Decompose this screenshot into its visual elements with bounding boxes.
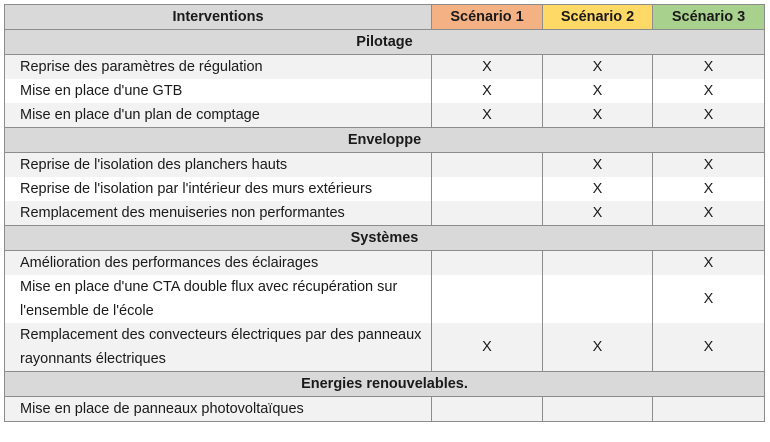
scenario-3-mark: X bbox=[653, 55, 765, 80]
header-scenario-1: Scénario 1 bbox=[432, 5, 543, 30]
header-row bbox=[5, 5, 765, 30]
scenario-2-mark: X bbox=[543, 153, 653, 178]
section-title: Enveloppe bbox=[5, 128, 765, 153]
scenario-2-mark bbox=[543, 397, 653, 422]
section-title: Energies renouvelables. bbox=[5, 372, 765, 397]
table-row bbox=[5, 55, 765, 80]
scenario-2-mark: X bbox=[543, 79, 653, 103]
section-title: Pilotage bbox=[5, 30, 765, 55]
section-row-enveloppe bbox=[5, 128, 765, 153]
scenario-3-mark bbox=[653, 397, 765, 422]
section-row-pilotage bbox=[5, 30, 765, 55]
scenario-2-mark: X bbox=[543, 323, 653, 372]
intervention-label: Mise en place d'une CTA double flux avec récupération sur l'ensemble de l'école bbox=[5, 275, 432, 323]
table-row bbox=[5, 397, 765, 422]
scenario-3-mark: X bbox=[653, 79, 765, 103]
scenario-3-mark: X bbox=[653, 275, 765, 323]
intervention-label: Mise en place d'une GTB bbox=[5, 79, 432, 103]
scenario-3-mark: X bbox=[653, 153, 765, 178]
scenario-1-mark: X bbox=[432, 103, 543, 128]
table-row bbox=[5, 251, 765, 276]
scenario-2-mark: X bbox=[543, 103, 653, 128]
header-scenario-3: Scénario 3 bbox=[653, 5, 765, 30]
section-row-systemes bbox=[5, 226, 765, 251]
scenario-3-mark: X bbox=[653, 323, 765, 372]
scenario-2-mark: X bbox=[543, 55, 653, 80]
scenario-3-mark: X bbox=[653, 251, 765, 276]
scenario-1-mark: X bbox=[432, 323, 543, 372]
scenario-3-mark: X bbox=[653, 201, 765, 226]
table-row bbox=[5, 103, 765, 128]
section-row-energies-renouvelables bbox=[5, 372, 765, 397]
intervention-label: Mise en place d'un plan de comptage bbox=[5, 103, 432, 128]
header-scenario-2: Scénario 2 bbox=[543, 5, 653, 30]
table-row bbox=[5, 153, 765, 178]
scenario-2-mark: X bbox=[543, 201, 653, 226]
intervention-label: Remplacement des menuiseries non performantes bbox=[5, 201, 432, 226]
scenario-3-mark: X bbox=[653, 177, 765, 201]
scenario-1-mark bbox=[432, 397, 543, 422]
table-row bbox=[5, 201, 765, 226]
scenario-1-mark bbox=[432, 201, 543, 226]
scenario-2-mark bbox=[543, 275, 653, 323]
table-row bbox=[5, 275, 765, 323]
intervention-label: Mise en place de panneaux photovoltaïques bbox=[5, 397, 432, 422]
intervention-label: Reprise de l'isolation des planchers hauts bbox=[5, 153, 432, 178]
scenario-1-mark: X bbox=[432, 79, 543, 103]
scenario-1-mark bbox=[432, 275, 543, 323]
scenario-1-mark: X bbox=[432, 55, 543, 80]
scenario-1-mark bbox=[432, 153, 543, 178]
table-row bbox=[5, 323, 765, 372]
scenario-2-mark bbox=[543, 251, 653, 276]
table-row bbox=[5, 177, 765, 201]
section-title: Systèmes bbox=[5, 226, 765, 251]
interventions-table bbox=[4, 4, 765, 422]
intervention-label: Amélioration des performances des éclairages bbox=[5, 251, 432, 276]
intervention-label: Remplacement des convecteurs électriques par des panneaux rayonnants électriques bbox=[5, 323, 432, 372]
header-interventions: Interventions bbox=[5, 5, 432, 30]
scenario-1-mark bbox=[432, 251, 543, 276]
scenario-2-mark: X bbox=[543, 177, 653, 201]
scenario-1-mark bbox=[432, 177, 543, 201]
intervention-label: Reprise des paramètres de régulation bbox=[5, 55, 432, 80]
scenario-3-mark: X bbox=[653, 103, 765, 128]
intervention-label: Reprise de l'isolation par l'intérieur des murs extérieurs bbox=[5, 177, 432, 201]
table-row bbox=[5, 79, 765, 103]
